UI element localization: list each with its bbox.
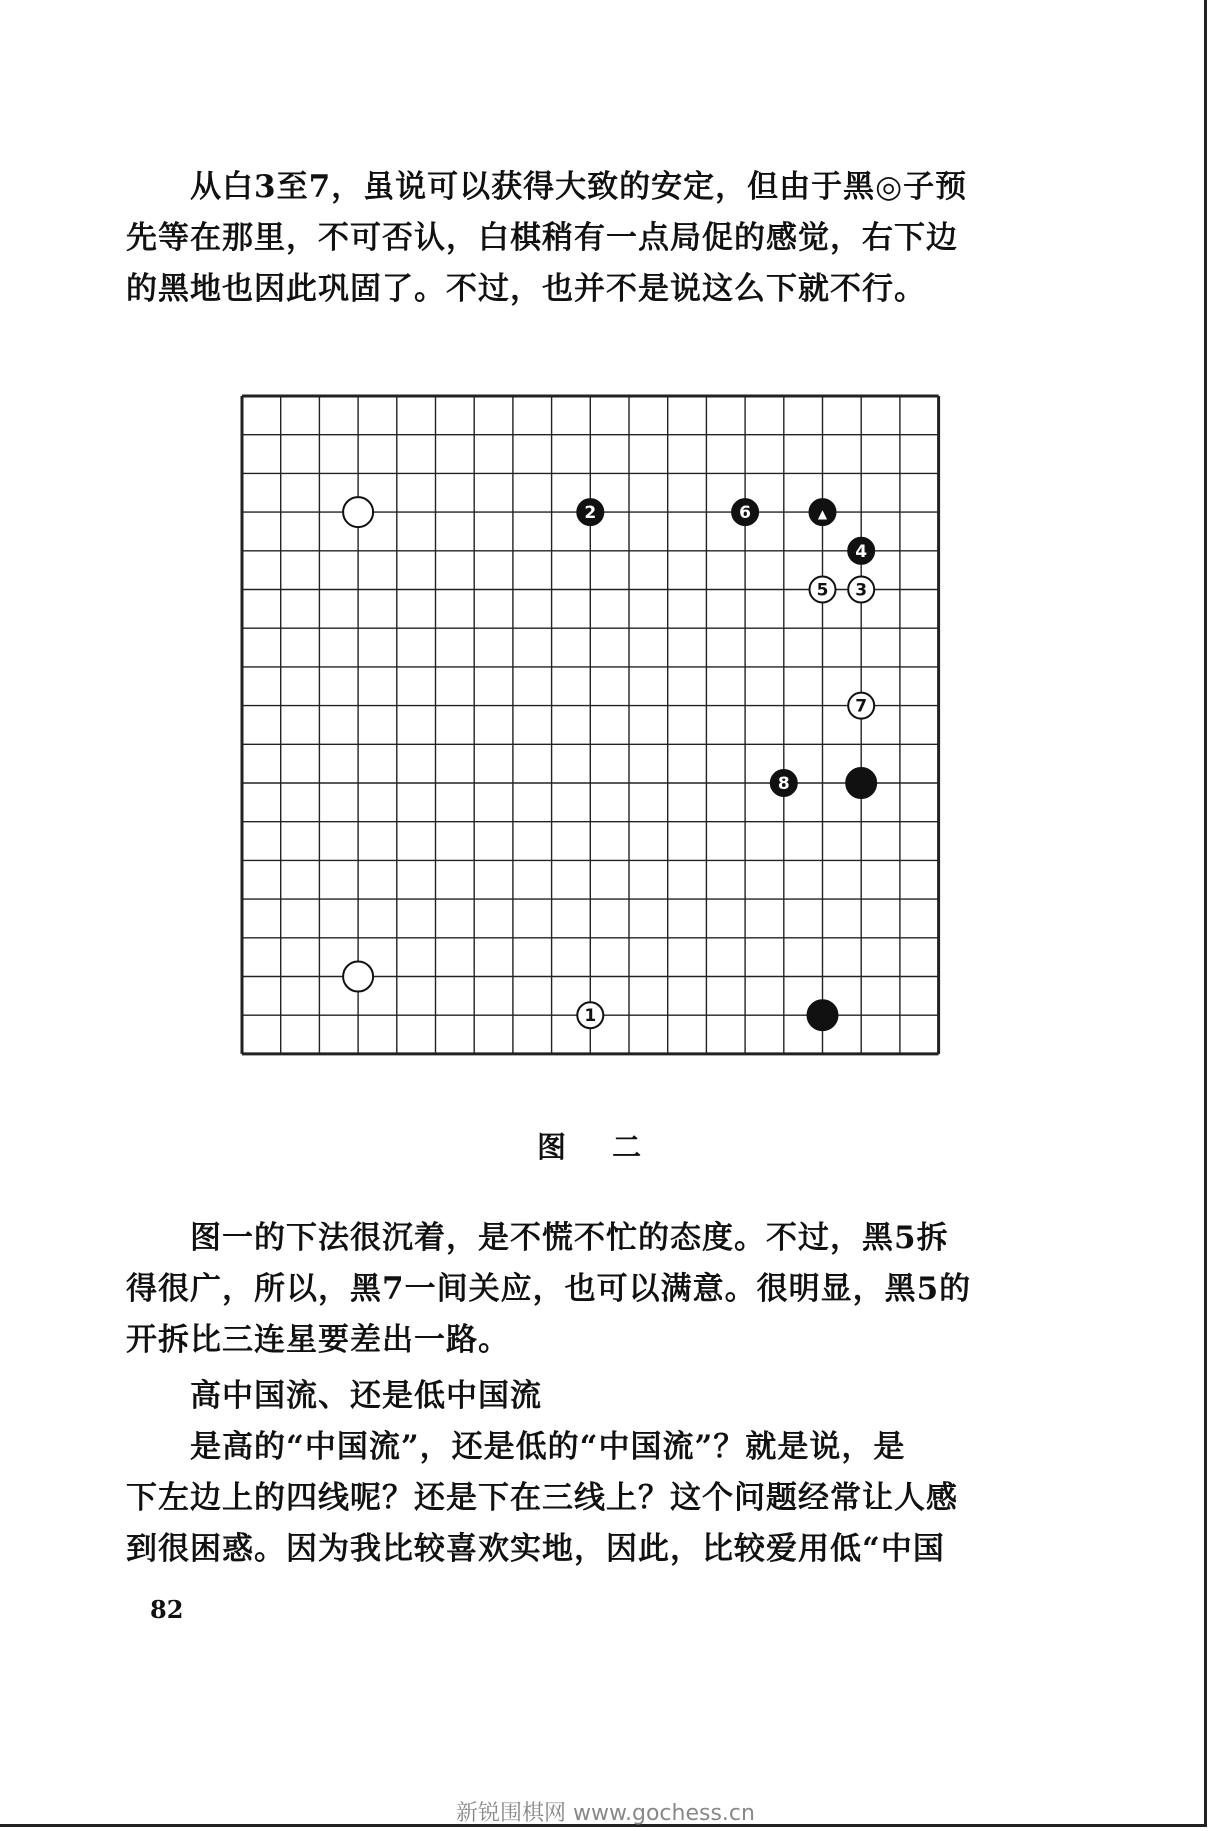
paragraph-line: 是高的“中国流”，还是低的“中国流”？就是说，是 (190, 1429, 906, 1465)
paragraph-line: 下左边上的四线呢？还是下在三线上？这个问题经常让人感 (126, 1480, 958, 1516)
stone-label: 7 (855, 696, 868, 717)
white-stone (848, 577, 874, 603)
board-stones (343, 497, 876, 1030)
white-stone (810, 577, 836, 603)
watermark-footer: 新锐围棋网 www.gochess.cn (456, 1801, 755, 1826)
paragraph-3 (126, 1422, 1026, 1575)
stone-label: 8 (777, 774, 790, 794)
stone-label: 5 (816, 580, 829, 601)
stone-label: ▲ (817, 507, 828, 522)
stone-label: 1 (584, 1006, 597, 1027)
paragraph-line: 图一的下法很沉着，是不慌不忙的态度。不过，黑5拆 (190, 1220, 949, 1256)
black-stone (577, 499, 603, 525)
paragraph-line: 先等在那里，不可否认，白棋稍有一点局促的感觉，右下边 (126, 220, 958, 256)
stone-label: 6 (739, 503, 752, 524)
black-stone (848, 538, 874, 564)
white-stone (343, 497, 373, 527)
stone-label: 2 (584, 503, 597, 524)
black-stone (846, 768, 876, 798)
paragraph-2 (126, 1213, 1026, 1366)
figure-caption: 图 二 (537, 1130, 660, 1164)
paragraph-line: 得很广，所以，黑7一间关应，也可以满意。很明显，黑5的 (126, 1271, 972, 1307)
paragraph-line: 到很困惑。因为我比较喜欢实地，因此，比较爱用低“中国 (126, 1531, 945, 1567)
stone-label: 4 (855, 541, 868, 562)
page-number: 82 (150, 1595, 184, 1624)
black-stone (732, 499, 758, 525)
section-heading: 高中国流、还是低中国流 (190, 1378, 542, 1414)
paragraph-1 (126, 162, 1026, 315)
white-stone (343, 962, 373, 992)
black-stone (808, 1000, 838, 1030)
paragraph-line: 开拆比三连星要差出一路。 (126, 1322, 510, 1358)
white-stone (577, 1002, 603, 1028)
white-stone (848, 693, 874, 719)
black-stone (771, 770, 797, 796)
paragraph-line: 的黑地也因此巩固了。不过，也并不是说这么下就不行。 (126, 271, 926, 307)
stone-label: 3 (855, 580, 868, 601)
go-board-diagram (236, 390, 941, 1102)
board-grid (242, 396, 939, 1054)
black-stone (810, 499, 836, 525)
paragraph-line: 从白3至7，虽说可以获得大致的安定，但由于黑◎子预 (190, 169, 968, 205)
